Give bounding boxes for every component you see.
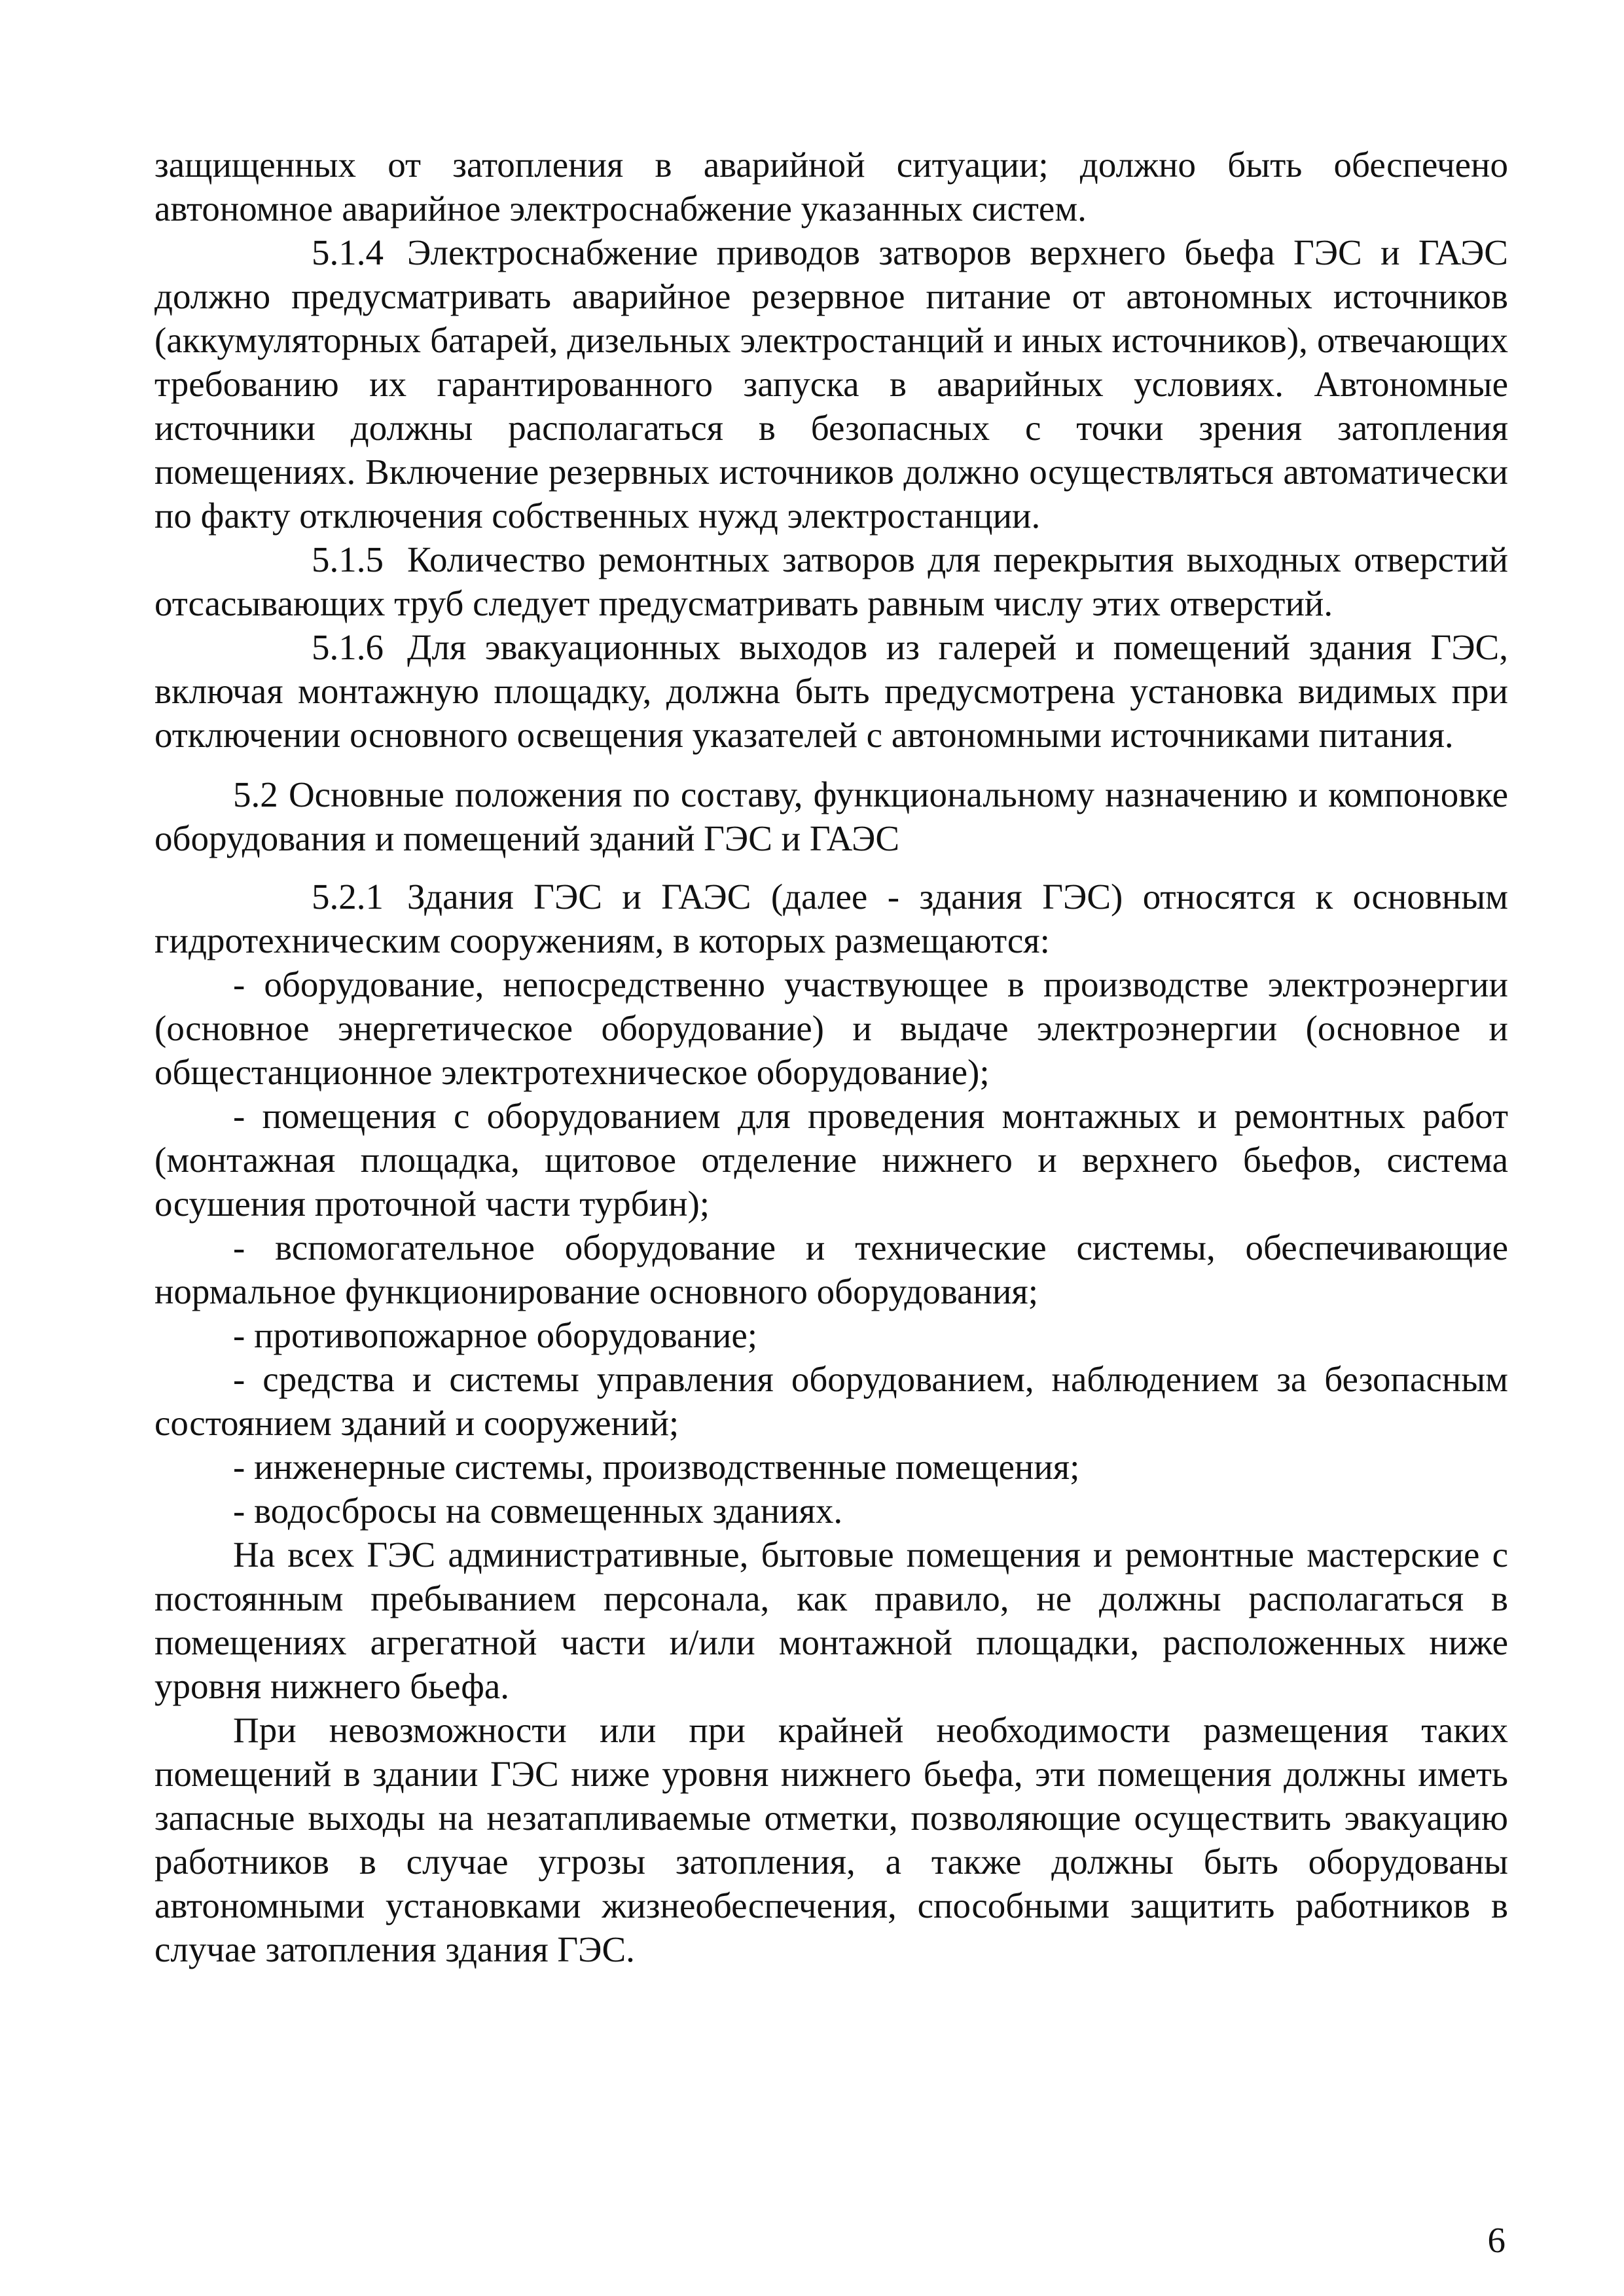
clause-text: Электроснабжение приводов затворов верхнего бьефа ГЭС и ГАЭС должно предусматривать аварийное резервное питание от автономных источников (аккумуляторных батарей, дизельных электростанций и иных источников), отвечающих требованию их гарантированного запуска в аварийных условиях. Автономные источники должны располагаться в безопасных с точки зрения затопления помещениях. Включение резервных источников должно осуществляться автоматически по факту отключения собственных нужд электростанции. [154,232,1508,536]
page-number: 6 [1487,2220,1506,2260]
section-title: Основные положения по составу, функциональному назначению и компоновке оборудования и помещений зданий ГЭС и ГАЭС [154,774,1509,858]
clause-text: Количество ремонтных затворов для перекрытия выходных отверстий отсасывающих труб следует предусматривать равным числу этих отверстий. [154,539,1508,623]
clause-5-1-4 [154,230,1508,538]
list-item-text: - инженерные системы, производственные помещения; [233,1447,1080,1487]
list-item [154,1313,1508,1357]
clause-number: 5.1.5 [312,539,384,579]
clause-5-1-5 [154,538,1508,625]
list-item [154,962,1508,1094]
document-page [154,143,1508,1971]
paragraph-text: защищенных от затопления в аварийной ситуации; должно быть обеспечено автономное аварийное электроснабжение указанных систем. [154,145,1508,228]
clause-text: Здания ГЭС и ГАЭС (далее - здания ГЭС) относятся к основным гидротехническим сооружениям, в которых размещаются: [154,877,1508,960]
clause-number: 5.1.4 [312,232,384,272]
paragraph-emergency-exits [154,1708,1508,1971]
section-heading-5-2 [154,773,1508,860]
clause-number: 5.2.1 [312,877,384,917]
list-item-text: - противопожарное оборудование; [233,1315,758,1355]
list-item [154,1445,1508,1489]
section-number: 5.2 [233,774,278,814]
list-item-text: - водосбросы на совмещенных зданиях. [233,1491,843,1531]
list-item-text: - помещения с оборудованием для проведения монтажных и ремонтных работ (монтажная площадка, щитовое отделение нижнего и верхнего бьефов, система осушения проточной части турбин); [154,1096,1508,1224]
list-item [154,1357,1508,1445]
clause-5-1-6 [154,625,1508,757]
list-item-text: - средства и системы управления оборудованием, наблюдением за безопасным состоянием зданий и сооружений; [154,1359,1508,1443]
clause-number: 5.1.6 [312,627,384,667]
clause-5-2-1 [154,875,1508,962]
list-item-text: - оборудование, непосредственно участвующее в производстве электроэнергии (основное энергетическое оборудование) и выдаче электроэнергии (основное и общестанционное электротехническое оборудование); [154,964,1508,1092]
list-item [154,1094,1508,1226]
paragraph-admin-rooms [154,1533,1508,1708]
paragraph-text: На всех ГЭС административные, бытовые помещения и ремонтные мастерские с постоянным пребыванием персонала, как правило, не должны располагаться в помещениях агрегатной части и/или монтажной площадки, расположенных ниже уровня нижнего бьефа. [154,1535,1508,1706]
list-item-text: - вспомогательное оборудование и технические системы, обеспечивающие нормальное функционирование основного оборудования; [154,1228,1508,1311]
clause-text: Для эвакуационных выходов из галерей и помещений здания ГЭС, включая монтажную площадку, должна быть предусмотрена установка видимых при отключении основного освещения указателей с автономными источниками питания. [154,627,1508,755]
list-item [154,1226,1508,1313]
list-item [154,1489,1508,1533]
paragraph-continuation [154,143,1508,230]
paragraph-text: При невозможности или при крайней необходимости размещения таких помещений в здании ГЭС ниже уровня нижнего бьефа, эти помещения должны иметь запасные выходы на незатапливаемые отметки, позволяющие осуществить эвакуацию работников в случае угрозы затопления, а также должны быть оборудованы автономными установками жизнеобеспечения, способными защитить работников в случае затопления здания ГЭС. [154,1710,1508,1969]
